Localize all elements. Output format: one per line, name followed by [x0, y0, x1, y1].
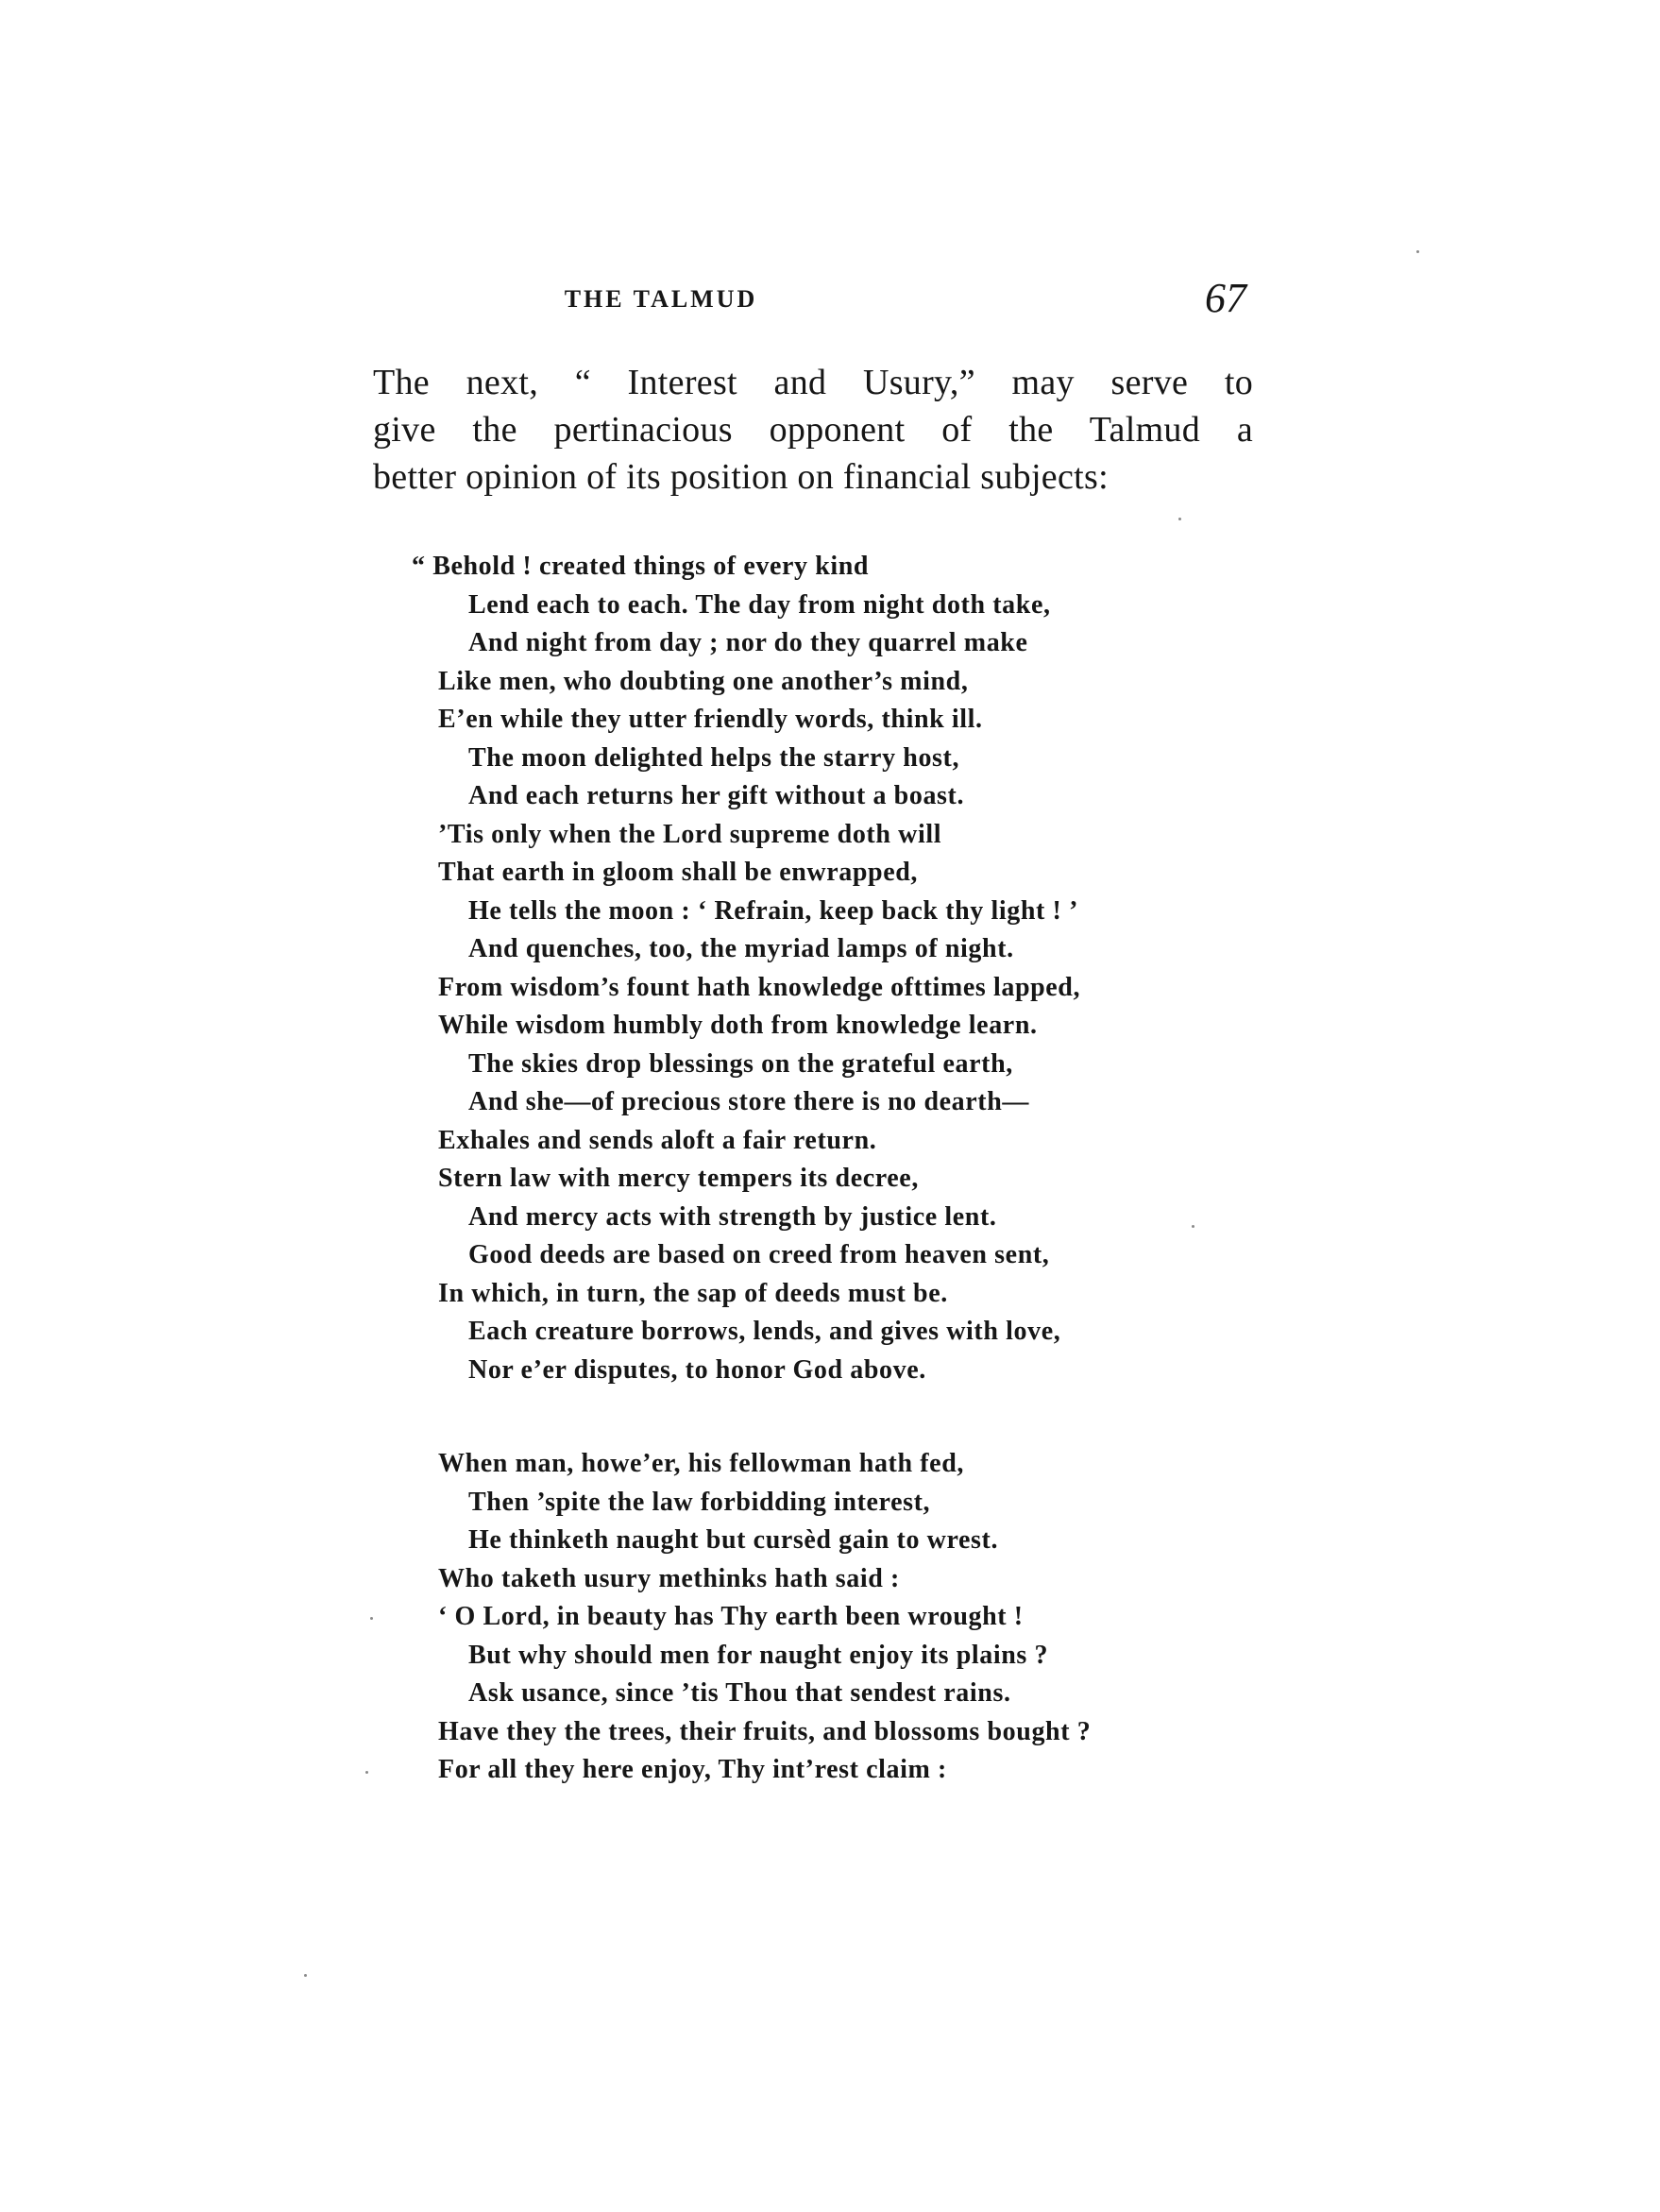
poem-line: The skies drop blessings on the grateful earth, [468, 1048, 1013, 1079]
poem-line: That earth in gloom shall be enwrapped, [438, 858, 918, 887]
poem-line: And night from day ; nor do they quarrel make [468, 628, 1028, 657]
poem-line: E’en while they utter friendly words, think ill. [438, 705, 983, 734]
poem-line: ’Tis only when the Lord supreme doth will [438, 819, 942, 849]
poem-line: And each returns her gift without a boast. [468, 781, 965, 810]
running-title: THE TALMUD [564, 285, 758, 313]
poem-line: But why should men for naught enjoy its plains ? [468, 1640, 1049, 1670]
poem-line: While wisdom humbly doth from knowledge learn. [438, 1011, 1038, 1040]
poem-line: Exhales and sends aloft a fair return. [438, 1125, 877, 1155]
page-number: 67 [1205, 275, 1246, 321]
intro-line: better opinion of its position on financial subjects: [373, 457, 1109, 497]
poem-line: Good deeds are based on creed from heaven sent, [468, 1240, 1050, 1269]
poem-line: Each creature borrows, lends, and gives with love, [468, 1317, 1061, 1346]
poem-line: In which, in turn, the sap of deeds must be. [438, 1278, 948, 1308]
poem-line: Nor e’er disputes, to honor God above. [468, 1354, 926, 1385]
poem-line: Then ’spite the law forbidding interest, [468, 1487, 931, 1517]
poem-line: The moon delighted helps the starry host, [468, 742, 960, 773]
poem-line: And mercy acts with strength by justice lent. [468, 1201, 997, 1232]
poem-line: Like men, who doubting one another’s mind, [438, 666, 969, 696]
poem-line: “ Behold ! created things of every kind [412, 552, 870, 581]
poem-line: He thinketh naught but cursèd gain to wrest. [468, 1525, 999, 1555]
intro-line: give the pertinacious opponent of the Talmud a [373, 410, 1253, 450]
poem-line: Stern law with mercy tempers its decree, [438, 1164, 919, 1193]
poem-stanza-2 [406, 1445, 1091, 1790]
scan-speck [1192, 1225, 1194, 1228]
scan-speck [365, 1771, 368, 1774]
poem-stanza-1 [406, 548, 1080, 1389]
intro-line: The next, “ Interest and Usury,” may serve to [373, 363, 1253, 402]
poem-line: And quenches, too, the myriad lamps of night. [468, 934, 1014, 963]
poem-line: For all they here enjoy, Thy int’rest claim : [438, 1755, 947, 1784]
intro-paragraph [373, 359, 1253, 501]
poem-line: Ask usance, since ’tis Thou that sendest rains. [468, 1678, 1011, 1708]
scan-speck [304, 1974, 307, 1977]
poem-line: ‘ O Lord, in beauty has Thy earth been wrought ! [438, 1602, 1024, 1631]
poem-line: From wisdom’s fount hath knowledge ofttimes lapped, [438, 972, 1081, 1002]
poem-line: Have they the trees, their fruits, and blossoms bought ? [438, 1716, 1092, 1746]
poem-line: Who taketh usury methinks hath said : [438, 1563, 900, 1593]
poem-line: Lend each to each. The day from night doth take, [468, 589, 1051, 620]
poem-line: When man, howe’er, his fellowman hath fed, [438, 1449, 964, 1478]
scan-speck [1416, 250, 1419, 253]
poem-line: And she—of precious store there is no dearth— [468, 1087, 1029, 1116]
poem-line: He tells the moon : ‘ Refrain, keep back thy light ! ’ [468, 895, 1079, 926]
scan-speck [1178, 518, 1181, 520]
running-head [378, 275, 1246, 325]
scan-speck [370, 1617, 373, 1620]
